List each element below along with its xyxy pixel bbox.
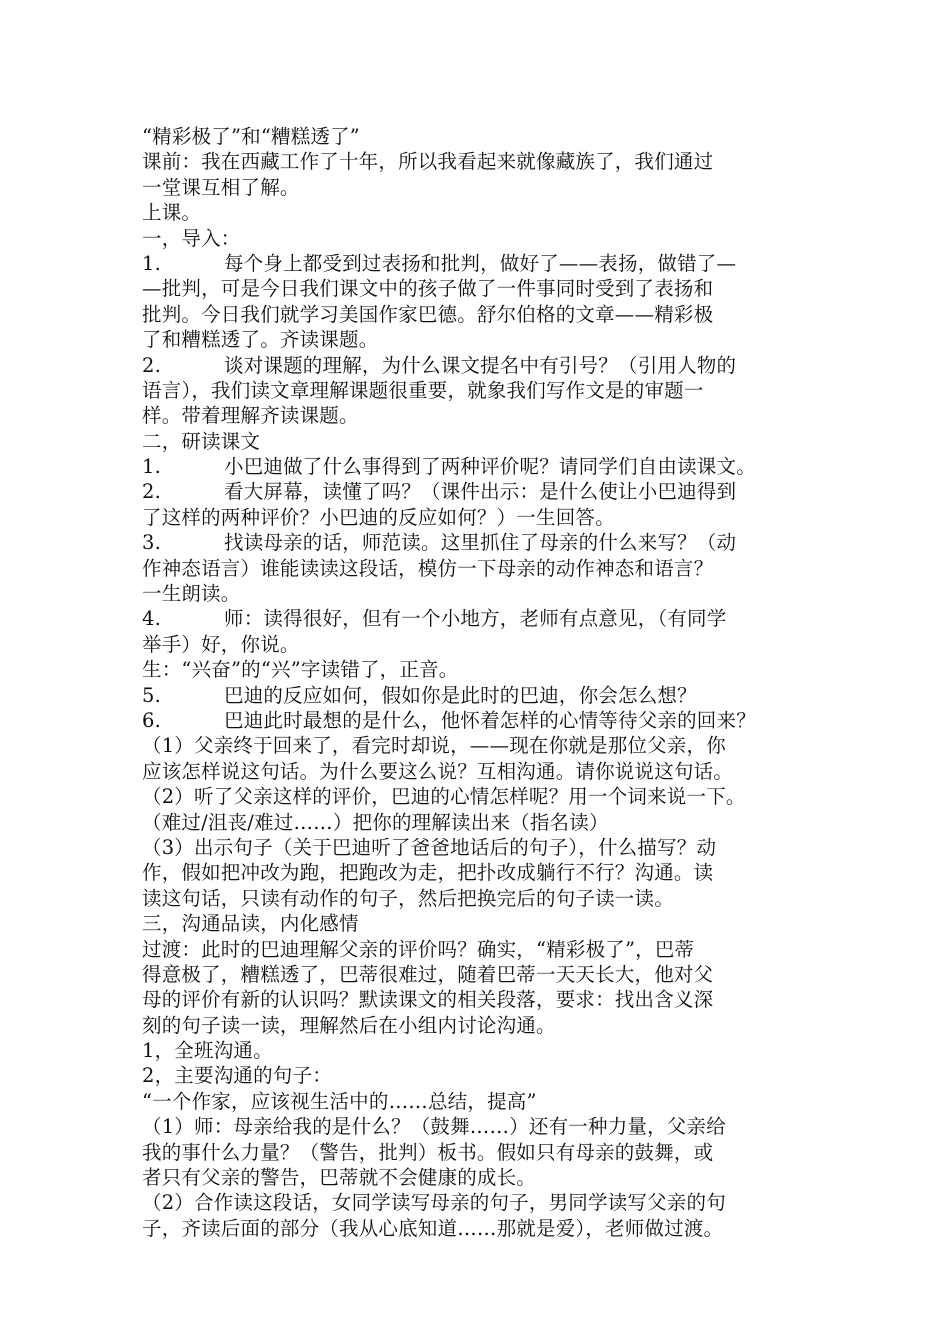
text-line — [142, 759, 824, 784]
text-line — [142, 1013, 824, 1038]
text-line — [142, 505, 824, 530]
text-line — [142, 987, 824, 1012]
line-text: 生：“兴奋”的“兴”字读错了，正音。 — [142, 658, 459, 682]
line-text: 二，研读课文 — [142, 429, 261, 453]
line-text: 一生朗读。 — [142, 582, 241, 606]
line-text: 2，主要沟通的句子： — [142, 1064, 332, 1088]
text-line — [142, 1165, 824, 1190]
document-body — [142, 124, 824, 1241]
text-line — [142, 124, 824, 149]
text-line — [142, 226, 824, 251]
text-line — [142, 276, 824, 301]
line-text: 一，导入： — [142, 226, 241, 250]
line-text: 样。带着理解齐读课题。 — [142, 404, 359, 428]
line-text: 一堂课互相了解。 — [142, 175, 300, 199]
text-line — [142, 733, 824, 758]
text-line — [142, 556, 824, 581]
line-text: 每个身上都受到过表扬和批判，做好了——表扬，做错了— — [224, 251, 737, 275]
line-text: 应该怎样说这句话。为什么要这么说？互相沟通。请你说说这句话。 — [142, 759, 734, 783]
list-number: 2. — [142, 480, 162, 504]
text-line — [142, 479, 824, 504]
text-line — [142, 1140, 824, 1165]
line-text: “一个作家，应该视生活中的……总结，提高” — [142, 1089, 537, 1113]
text-line — [142, 1190, 824, 1215]
list-number: 3. — [142, 531, 162, 555]
text-line — [142, 429, 824, 454]
line-text: （2）听了父亲这样的评价，巴迪的心情怎样呢？用一个词来说一下。 — [142, 785, 746, 809]
text-line — [142, 911, 824, 936]
line-text: 举手）好，你说。 — [142, 632, 300, 656]
line-text: 师：读得很好，但有一个小地方，老师有点意见，（有同学 — [224, 607, 727, 631]
line-text: 课前：我在西藏工作了十年，所以我看起来就像藏族了，我们通过 — [142, 150, 714, 174]
text-line — [142, 149, 824, 174]
line-text: 三，沟通品读，内化感情 — [142, 912, 359, 936]
text-line — [142, 327, 824, 352]
text-line — [142, 403, 824, 428]
line-text: 我的事什么力量？（警告，批判）板书。假如只有母亲的鼓舞，或 — [142, 1140, 714, 1164]
text-line — [142, 175, 824, 200]
line-text: —批判，可是今日我们课文中的孩子做了一件事同时受到了表扬和 — [142, 277, 714, 301]
text-line — [142, 657, 824, 682]
text-line — [142, 962, 824, 987]
line-text: 者只有父亲的警告，巴蒂就不会健康的成长。 — [142, 1166, 537, 1190]
text-line — [142, 1063, 824, 1088]
text-line — [142, 683, 824, 708]
text-line — [142, 454, 824, 479]
line-text: 了和糟糕透了。齐读课题。 — [142, 328, 379, 352]
line-text: 作，假如把冲改为跑，把跑改为走，把扑改成躺行不行？沟通。读 — [142, 861, 714, 885]
line-text: 找读母亲的话，师范读。这里抓住了母亲的什么来写？（动 — [224, 531, 737, 555]
text-line — [142, 784, 824, 809]
line-text: 子，齐读后面的部分（我从心底知道……那就是爱），老师做过渡。 — [142, 1216, 724, 1240]
text-line — [142, 1114, 824, 1139]
list-number: 2. — [142, 353, 162, 377]
text-line — [142, 810, 824, 835]
line-text: 巴迪此时最想的是什么，他怀着怎样的心情等待父亲的回来？ — [224, 708, 756, 732]
line-text: （难过/沮丧/难过……）把你的理解读出来（指名读） — [142, 810, 609, 834]
line-text: 1，全班沟通。 — [142, 1039, 273, 1063]
text-line — [142, 835, 824, 860]
text-line — [142, 251, 824, 276]
list-number: 6. — [142, 708, 162, 732]
list-number: 1. — [142, 251, 162, 275]
text-line — [142, 1089, 824, 1114]
line-text: （1）师：母亲给我的是什么？（鼓舞……）还有一种力量，父亲给 — [142, 1115, 726, 1139]
line-text: （1）父亲终于回来了，看完时却说，——现在你就是那位父亲，你 — [142, 734, 726, 758]
text-line — [142, 1216, 824, 1241]
line-text: 刻的句子读一读，理解然后在小组内讨论沟通。 — [142, 1013, 556, 1037]
line-text: “精彩极了”和“糟糕透了” — [142, 125, 360, 148]
text-line — [142, 302, 824, 327]
line-text: 巴迪的反应如何，假如你是此时的巴迪，你会怎么想？ — [224, 683, 697, 707]
line-text: 批判。今日我们就学习美国作家巴德。舒尔伯格的文章——精彩极 — [142, 302, 714, 326]
text-line — [142, 581, 824, 606]
line-text: 语言），我们读文章理解课题很重要，就象我们写作文是的审题一 — [142, 378, 704, 402]
list-number: 4. — [142, 607, 162, 631]
line-text: 读这句话，只读有动作的句子，然后把换完后的句子读一读。 — [142, 886, 674, 910]
line-text: 谈对课题的理解，为什么课文提名中有引号？（引用人物的 — [224, 353, 737, 377]
line-text: 作神态语言）谁能读读这段话，模仿一下母亲的动作神态和语言？ — [142, 556, 714, 580]
line-text: （2）合作读这段话，女同学读写母亲的句子，男同学读写父亲的句 — [142, 1191, 726, 1215]
line-text: （3）出示句子（关于巴迪听了爸爸地话后的句子），什么描写？动 — [142, 835, 717, 859]
line-text: 得意极了，糟糕透了，巴蒂很难过，随着巴蒂一天天长大，他对父 — [142, 962, 714, 986]
list-number: 1. — [142, 455, 162, 479]
list-number: 5. — [142, 683, 162, 707]
text-line — [142, 708, 824, 733]
line-text: 上课。 — [142, 201, 202, 225]
text-line — [142, 886, 824, 911]
line-text: 看大屏幕，读懂了吗？（课件出示：是什么使让小巴迪得到 — [224, 480, 737, 504]
text-line — [142, 860, 824, 885]
text-line — [142, 937, 824, 962]
line-text: 小巴迪做了什么事得到了两种评价呢？请同学们自由读课文。 — [224, 455, 756, 479]
text-line — [142, 1038, 824, 1063]
text-line — [142, 378, 824, 403]
line-text: 了这样的两种评价？小巴迪的反应如何？）一生回答。 — [142, 505, 615, 529]
text-line — [142, 353, 824, 378]
line-text: 母的评价有新的认识吗？默读课文的相关段落，要求：找出含义深 — [142, 988, 714, 1012]
text-line — [142, 606, 824, 631]
line-text: 过渡：此时的巴迪理解父亲的评价吗？确实，“精彩极了”，巴蒂 — [142, 937, 695, 961]
text-line — [142, 530, 824, 555]
text-line — [142, 632, 824, 657]
text-line — [142, 200, 824, 225]
